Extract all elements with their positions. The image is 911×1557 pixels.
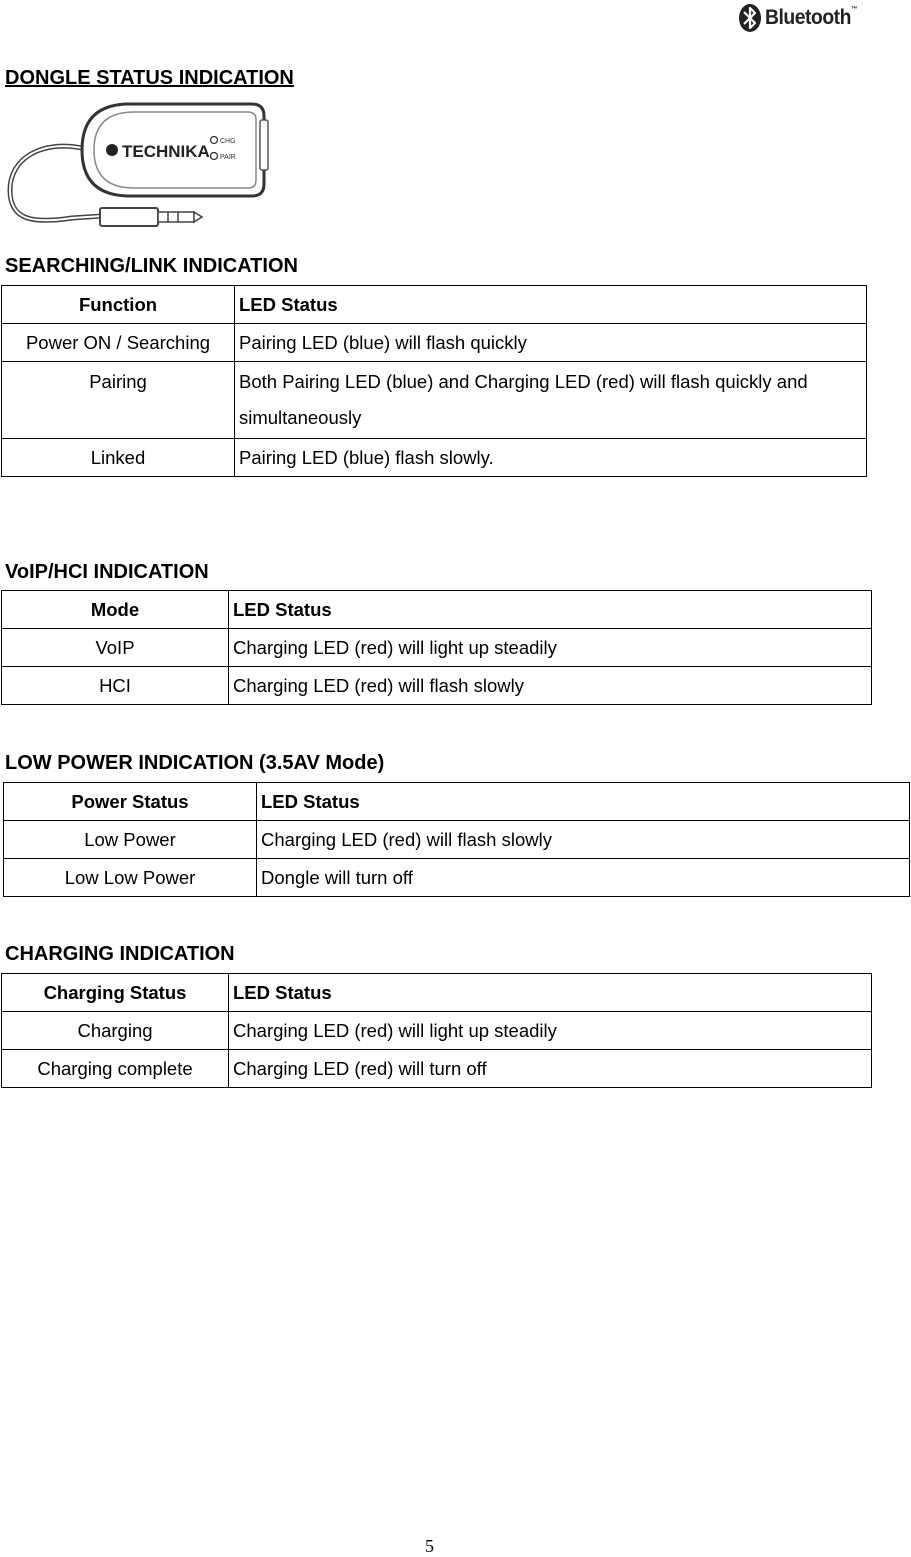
device-brand-text: TECHNIKA — [122, 142, 210, 161]
bluetooth-icon — [738, 3, 762, 33]
pair-led-label: PAIR — [220, 154, 236, 161]
charging-title: CHARGING INDICATION — [5, 943, 235, 965]
cell-charging-status: Charging complete — [2, 1050, 229, 1088]
voip-hci-title: VoIP/HCI INDICATION — [5, 561, 209, 583]
header-led-status: LED Status — [229, 974, 872, 1012]
table-row — [4, 859, 910, 897]
header-led-status: LED Status — [229, 591, 872, 629]
cell-mode: HCI — [2, 667, 229, 705]
cell-mode: VoIP — [2, 629, 229, 667]
table-row — [2, 324, 867, 362]
bluetooth-logo — [738, 2, 865, 34]
cell-led-status: Charging LED (red) will flash slowly — [229, 667, 872, 705]
voip-hci-table — [1, 590, 872, 705]
dongle-device-illustration — [2, 100, 270, 242]
cell-led-status: Charging LED (red) will light up steadily — [229, 629, 872, 667]
searching-link-table — [1, 285, 867, 477]
table-row — [2, 629, 872, 667]
header-power-status: Power Status — [4, 783, 257, 821]
header-mode: Mode — [2, 591, 229, 629]
cell-led-status: Pairing LED (blue) will flash quickly — [235, 324, 867, 362]
pair-led-indicator — [211, 153, 218, 160]
cell-led-status: Both Pairing LED (blue) and Charging LED (red) will flash quickly and simultaneously — [235, 362, 867, 439]
cell-function: Power ON / Searching — [2, 324, 235, 362]
table-header-row — [2, 286, 867, 324]
dongle-status-title: DONGLE STATUS INDICATION — [5, 67, 294, 89]
device-bluetooth-icon — [106, 144, 118, 156]
cell-charging-status: Charging — [2, 1012, 229, 1050]
searching-link-title: SEARCHING/LINK INDICATION — [5, 255, 298, 277]
header-charging-status: Charging Status — [2, 974, 229, 1012]
low-power-table — [3, 782, 910, 897]
header-led-status: LED Status — [257, 783, 910, 821]
table-row — [4, 821, 910, 859]
cell-led-status: Pairing LED (blue) flash slowly. — [235, 439, 867, 477]
table-row — [2, 439, 867, 477]
chg-led-label: CHG — [220, 138, 236, 145]
cell-led-status: Charging LED (red) will flash slowly — [257, 821, 910, 859]
table-row — [2, 1050, 872, 1088]
table-header-row — [4, 783, 910, 821]
chg-led-indicator — [211, 137, 218, 144]
table-row — [2, 667, 872, 705]
cell-led-status: Dongle will turn off — [257, 859, 910, 897]
cell-power-status: Low Power — [4, 821, 257, 859]
bluetooth-wordmark: Bluetooth™ — [765, 6, 857, 29]
cell-led-status: Charging LED (red) will turn off — [229, 1050, 872, 1088]
cell-power-status: Low Low Power — [4, 859, 257, 897]
cell-function: Pairing — [2, 362, 235, 439]
charging-table — [1, 973, 872, 1088]
table-row — [2, 1012, 872, 1050]
low-power-title: LOW POWER INDICATION (3.5AV Mode) — [5, 752, 385, 774]
header-function: Function — [2, 286, 235, 324]
page-number: 5 — [425, 1536, 434, 1556]
table-header-row — [2, 974, 872, 1012]
header-led-status: LED Status — [235, 286, 867, 324]
table-row — [2, 362, 867, 439]
cell-led-status: Charging LED (red) will light up steadily — [229, 1012, 872, 1050]
table-header-row — [2, 591, 872, 629]
cell-function: Linked — [2, 439, 235, 477]
